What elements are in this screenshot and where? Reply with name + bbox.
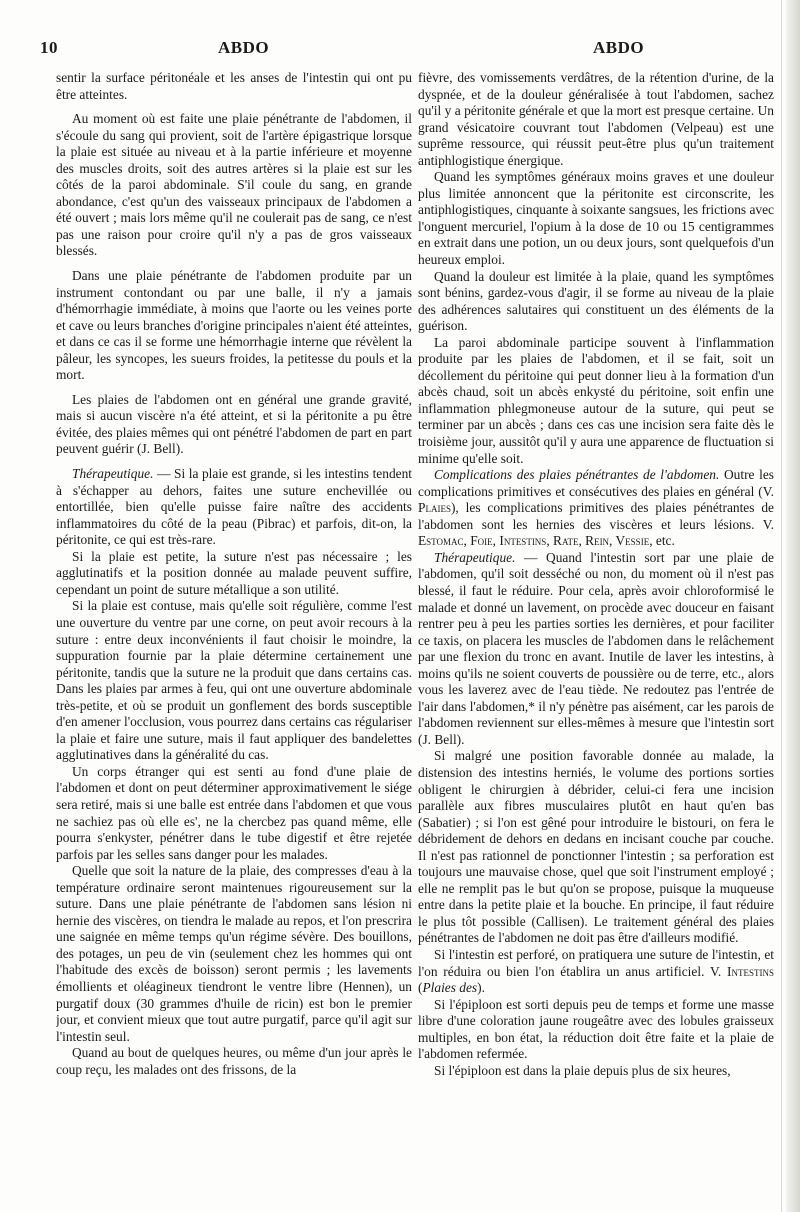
paragraph-text: — Quand l'intestin sort par une plaie de l'abdomen, qu'il soit desséché ou non, du moment où il n'est pas blessé, il faut le réduire. Pour cela, après avoir chloroformisé le malade et donné un lavement, on procède avec douceur en faisant rentrer peu à peu les parties sorties les dernières, et pour faciliter ce taxis, on placera les muscles de l'abdomen dans le relâchement par une flexion du tronc en avant. Inutile de laver les intestins, à moins qu'ils ne soient couverts de poussière ou de terre, etc., alors vous les laverez avec de l'eau tiède. Ne redoutez pas l'entrée de l'air dans l'abdomen,* il n'y pénètre pas aisément, car les parois de l'abdomen reviennent sur elles-mêmes à mesure que l'intestin sort (J. Bell). (418, 549, 774, 747)
section-label: Thérapeutique. (72, 466, 154, 482)
paragraph-therapeutique (56, 466, 412, 549)
page-edge-shadow (786, 0, 800, 1212)
paragraph-text: , etc. (649, 533, 675, 549)
paragraph: Si la plaie est petite, la suture n'est pas nécessaire ; les agglutinatifs et la position donnée au malade peuvent suffire, cependant un point de suture métallique a son utilité. (56, 548, 412, 597)
paragraph-text: ( (418, 980, 423, 996)
paragraph: Au moment où est faite une plaie pénétrante de l'abdomen, il s'écoule du sang qui provient, soit de l'artère épigastrique lorsque la plaie est située au niveau et à la partie inférieure et moyenne des muscles droits, soit des autres artères si la plaie est sur les côtés de la paroi abdominale. S'il coule du sang, en grande abondance, c'est qu'un des vaisseaux principaux de l'abdomen a été ouvert ; mais lors même qu'il ne coulerait pas de sang, ce n'est pas une raison pour croire qu'il n'y a pas de gros vaisseaux blessés. (56, 111, 412, 259)
cross-reference: Estomac, Foie, Intestins, Rate, Rein, Vessie (418, 533, 650, 549)
paragraph: La paroi abdominale participe souvent à l'inflammation produite par les plaies de l'abdomen, et il se fait, soit un décollement du péritoine qui peut donner lieu à la formation d'un abcès chaud, soit un abcès enkysté du péritoine, soit enfin une inflammation phlegmoneuse autour de la suture, qui peut se terminer par un abcès ; dans ces cas une incision sera faite dès le troisième jour, aussitôt qu'il y aura une apparence de fluctuation si minime qu'elle soit. (418, 334, 774, 466)
running-header (40, 38, 770, 62)
right-column (418, 70, 774, 1205)
paragraph: Dans une plaie pénétrante de l'abdomen produite par un instrument contondant ou par une balle, il n'y a jamais d'hémorrhagie immédiate, à moins que l'aorte ou les veines porte et cave ou leurs branches d'origine principales n'aient été atteintes, et dans ce cas il se forme une hémorrhagie interne que révèlent la pâleur, les syncopes, les sueurs froides, la petitesse du pouls et la mort. (56, 268, 412, 383)
paragraph-therapeutique (418, 550, 774, 749)
paragraph: sentir la surface péritonéale et les anses de l'intestin qui ont pu être atteintes. (56, 70, 412, 102)
paragraph-text: Outre les complications primitives et consécutives des plaies en général (V. (418, 467, 774, 499)
page-number: 10 (40, 38, 58, 57)
paragraph: Quelle que soit la nature de la plaie, des compresses d'eau à la température ordinaire seront maintenues rigoureusement sur la suture. Dans une plaie pénétrante de l'abdomen sans lésion ni hernie des viscères, on tiendra le malade au repos, et l'on prescrira une saignée en même temps qu'un régime sévère. Des bouillons, des potages, un peu de vin (seulement chez les hommes qui ont l'habitude des excès de boisson) seront permis ; les lavements émollients et oléagineux tiendront le ventre libre (Hennen), un purgatif doux (30 grammes d'huile de ricin) est bon le premier jour, et convient mieux que tout autre purgatif, parce qu'il agit sur l'intestin seul. (56, 863, 412, 1044)
paragraph-intestin (418, 947, 774, 997)
section-label: Complications des plaies pénétrantes de l'abdomen. (434, 467, 720, 483)
section-label: Thérapeutique. (434, 549, 516, 565)
paragraph: Si la plaie est contuse, mais qu'elle soit régulière, comme l'est une ouverture du ventre par une corne, on peut avoir recours à la suture : entre deux inconvénients il faut choisir le moindre, la suppuration fournie par la plaie détermine certainement une péritonite, tandis que la suture ne la produit que dans certains cas. Dans les plaies par armes à feu, qui ont une ouverture abdominale très-petite, et où se produit un gonflement des bords susceptible d'en amener l'occlusion, vous pourrez dans certains cas régulariser la plaie et faire une suture, mais il faut appliquer des bandelettes agglutinatives dans la généralité du cas. (56, 598, 412, 763)
paragraph: Un corps étranger qui est senti au fond d'une plaie de l'abdomen et dont on peut déterminer approximativement le siége sera retiré, mais si une balle est entrée dans l'abdomen et que vous ne sachiez pas où elle es', ne la chercbez pas quand même, elle pourra s'enkyster, pénétrer dans le tube digestif et être rejetée parfois par les selles sans danger pour les malades. (56, 763, 412, 862)
paragraph-text: ). (477, 980, 485, 996)
italic-reference: Plaies des (422, 980, 478, 996)
right-running-head: ABDO (593, 38, 645, 57)
paragraph: Si malgré une position favorable donnée au malade, la distension des intestins herniés, le volume des portions sorties obligent le chirurgien à débrider, celui-ci fera une incision parallèle aux fibres musculaires plutôt en haut qu'en bas (Sabatier) ; si l'on est gêné pour introduire le bistouri, on fera le débridement de dehors en dedans en incisant couche par couche. Il n'est pas rationnel de ponctionner l'intestin ; sa perforation est toujours une mauvaise chose, quel que soit l'instrument employé ; elle ne remplit pas le but qu'on se propose, puisque la muqueuse entre dans la petite plaie et la bouche. En principe, il faut réduire le plus tôt possible (Callisen). Le traitement général des plaies pénétrantes de l'abdomen ne doit pas être d'ailleurs modifié. (418, 748, 774, 946)
paragraph: Quand les symptômes généraux moins graves et une douleur plus limitée annoncent que la péritonite est circonscrite, les antiphlogistiques, cinquante à soixante sangsues, les frictions avec l'onguent mercuriel, l'opium à la dose de 10 ou 15 centigrammes en extrait dans une potion, un ou deux jours, sont quelquefois d'un heureux emploi. (418, 169, 774, 268)
paragraph: Quand au bout de quelques heures, ou même d'un jour après le coup reçu, les malades ont des frissons, de la (56, 1045, 412, 1077)
left-running-head: ABDO (218, 38, 270, 57)
paragraph: Les plaies de l'abdomen ont en général une grande gravité, mais si aucun viscère n'a été atteint, et si la péritonite a pu être évitée, des plaies mêmes qui ont pénétré l'abdomen de part en part peuvent guérir (J. Bell). (56, 391, 412, 457)
paragraph-complications (418, 467, 774, 550)
paragraph: Quand la douleur est limitée à la plaie, quand les symptômes sont bénins, gardez-vous d'agir, il se forme au niveau de la plaie des adhérences salutaires qui constituent un des éléments de la guérison. (418, 268, 774, 334)
paragraph-text: Si l'intestin est perforé, on pratiquera une suture de l'intestin, et l'on réduira ou bien l'on établira un anus artificiel. V. (418, 946, 774, 979)
cross-reference: Intestins (727, 963, 774, 979)
left-column (56, 70, 412, 1205)
paragraph: Si l'épiploon est dans la plaie depuis plus de six heures, (434, 1062, 731, 1078)
cross-reference: Plaies (418, 500, 451, 516)
paragraph-text: — Si la plaie est grande, si les intestins tendent à s'échapper au dehors, faites une suture enchevillée ou entortillée, bien qu'elle puisse faire naître des accidents inflammatoires du côté de la peau (Pibrac) et parfois, dit-on, la péritonite, ce qui est très-rare. (56, 466, 412, 548)
paragraph-text: ), les complications primitives des plaies pénétrantes de l'abdomen sont les hernies des viscères et leurs lésions. V. (418, 500, 774, 532)
paragraph: fièvre, des vomissements verdâtres, de la rétention d'urine, de la dyspnée, et de la douleur généralisée à tout l'abdomen, sachez qu'il y a péritonite générale et que la mort est presque certaine. Un grand vésicatoire couvrant tout l'abdomen (Velpeau) est une suprême ressource, qui réussit peut-être plus qu'un traitement antiphlogistique énergique. (418, 70, 774, 168)
paragraph: Si l'épiploon est sorti depuis peu de temps et forme une masse libre d'une coloration jaune rougeâtre avec des lobules graisseux multiples, en bon état, la réduction doit être faite et la plaie de l'abdomen refermée. (418, 996, 774, 1062)
page-fold-line (781, 0, 782, 1212)
